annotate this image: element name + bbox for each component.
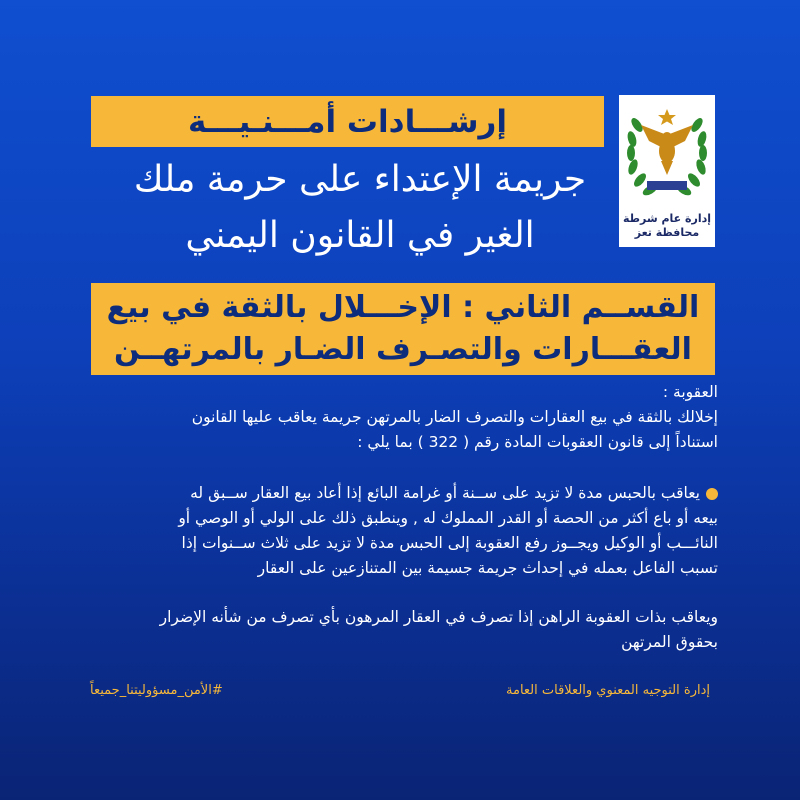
logo-text-line-2: محافظة تعز xyxy=(634,226,700,239)
closing-line-1: ويعاقب بذات العقوبة الراهن إذا تصرف في العقار المرهون بأي تصرف من شأنه الإضرار xyxy=(159,608,718,626)
bullet-line-1: يعاقب بالحبس مدة لا تزيد على ســنة أو غرامة البائع إذا أعاد بيع العقار ســبق له xyxy=(190,484,700,502)
penalty-heading: العقوبة : xyxy=(662,383,718,401)
page-title-line-2: الغير في القانون اليمني xyxy=(185,215,535,256)
article-body xyxy=(88,380,718,655)
eagle-emblem-icon xyxy=(619,95,715,210)
section-banner xyxy=(91,283,715,375)
page-title xyxy=(110,152,610,272)
bullet-line-2: بيعه أو باع أكثر من الحصة أو القدر المملوك له , وينطبق ذلك على الولي أو الوصي أو xyxy=(178,509,718,527)
section-title-line-1: القســم الثاني : الإخـــلال بالثقة في بيع xyxy=(106,290,700,325)
intro-line-2: استناداً إلى قانون العقوبات المادة رقم ( 322 ) بما يلي : xyxy=(357,433,718,451)
footer-hashtag: #الأمن_مسؤوليتنا_جميعاً xyxy=(90,683,223,698)
header-banner-label: إرشـــادات أمـــنـيـــة xyxy=(188,103,507,140)
section-title-line-2: العقـــارات والتصـرف الضـار بالمرتهــن xyxy=(114,332,692,367)
bullet-line-3: النائـــب أو الوكيل ويجــوز رفع العقوبة إلى الحبس مدة لا تزيد على ثلاث ســنوات إذا xyxy=(181,534,718,552)
logo-text-line-1: إدارة عام شرطة xyxy=(622,212,712,225)
intro-line-1: إخلالك بالثقة في بيع العقارات والتصرف الضار بالمرتهن جريمة يعاقب عليها القانون xyxy=(191,408,718,426)
closing-line-2: بحقوق المرتهن xyxy=(621,633,718,651)
bullet-line-4: تسبب الفاعل بعمله في إحداث جريمة جسيمة بين المتنازعين على العقار xyxy=(257,559,718,577)
bullet-item xyxy=(88,481,718,506)
page-title-line-1: جريمة الإعتداء على حرمة ملك xyxy=(133,159,587,200)
header-banner xyxy=(91,96,604,147)
police-logo xyxy=(619,95,715,247)
bullet-dot-icon xyxy=(706,488,718,500)
footer-department: إدارة التوجيه المعنوي والعلاقات العامة xyxy=(506,683,710,698)
